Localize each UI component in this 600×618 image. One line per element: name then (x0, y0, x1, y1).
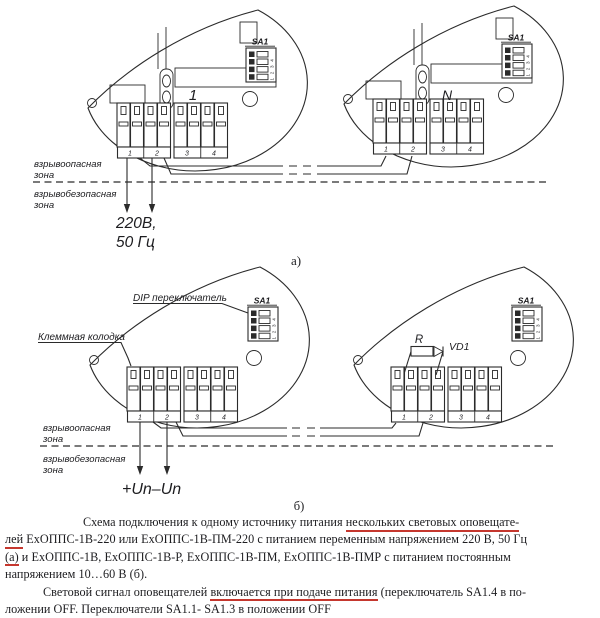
hazard-zone-label: взрывоопасная (34, 159, 102, 170)
text-segment: напряжением 10…60 В (б). (5, 567, 148, 582)
text-segment: и ЕхОППС-1В, ЕхОППС-1В-Р, ЕхОППС-1В-ПМ, ЕхОППС-1В-ПМР с питанием постоянным (18, 549, 511, 564)
hazard-zone-label: зона (34, 170, 55, 181)
hazard-zone-label: зона (43, 434, 64, 445)
paragraph-line (5, 531, 565, 548)
red-underlined-segment: нескольких световых оповещате- (346, 515, 520, 532)
diode-label: VD1 (449, 341, 470, 353)
terminal-pointer-label: Клеммная колодка (38, 332, 125, 343)
device-bottom-left (90, 267, 310, 428)
paragraph-line (5, 566, 565, 583)
text-segment: ЕхОППС-1В-220 или ЕхОППС-1В-ПМ-220 с питанием переменным напряжением 220 В, 50 Гц (23, 532, 528, 547)
text-segment: ложении OFF. Переключатели SA1.1- SA1.3 в положении OFF (5, 602, 331, 617)
dip-pointer-label: DIP переключатель (133, 293, 227, 304)
safe-zone-label: зона (43, 465, 64, 476)
paragraph-line (5, 514, 565, 531)
dc-supply-label: +Un–Un (122, 481, 182, 498)
text-segment: (переключатель SA1.4 в по- (377, 584, 527, 599)
safe-zone-label: взрывобезопасная (34, 189, 117, 200)
safe-zone-label: взрывобезопасная (43, 454, 126, 465)
zone-labels-bottom (42, 423, 125, 476)
caption-b: б) (293, 499, 305, 513)
device-neutral-label: N (441, 87, 453, 103)
text-segment: Схема подключения к одному источнику питания (83, 515, 346, 529)
red-underlined-segment: (а) (5, 550, 19, 567)
dc-supply-arrows (137, 422, 170, 475)
paragraph-line (5, 549, 565, 566)
zone-labels-top (33, 159, 116, 211)
paragraph-line (5, 601, 565, 618)
device-top-right (344, 6, 564, 167)
red-underlined-segment: включается при подаче питания (210, 585, 377, 602)
resistor-label: R (414, 334, 424, 346)
hazard-zone-label: взрывоопасная (43, 423, 111, 434)
ac-supply-label: 50 Гц (116, 234, 155, 251)
caption-a: а) (290, 253, 302, 268)
ac-supply-label: 220В, (116, 215, 157, 232)
device-top-left (88, 10, 308, 171)
text-segment: Световой сигнал оповещателей (43, 584, 211, 599)
safe-zone-label: зона (34, 200, 55, 211)
red-underlined-segment: лей (5, 532, 23, 549)
device-number-label: 1 (188, 87, 198, 104)
paragraph-line (5, 584, 565, 601)
caption-text-block (5, 499, 565, 618)
wiring-diagram-svg: 1 2 3 4 1 2 3 4 1 N 220В, 50 Гц взрывоопасная зона взрывобезопасная зона а) DIP переключатель Клеммная колодка R VD1 +Un–Un взрывоопасная зона взрывобезопасная зона (0, 0, 600, 502)
